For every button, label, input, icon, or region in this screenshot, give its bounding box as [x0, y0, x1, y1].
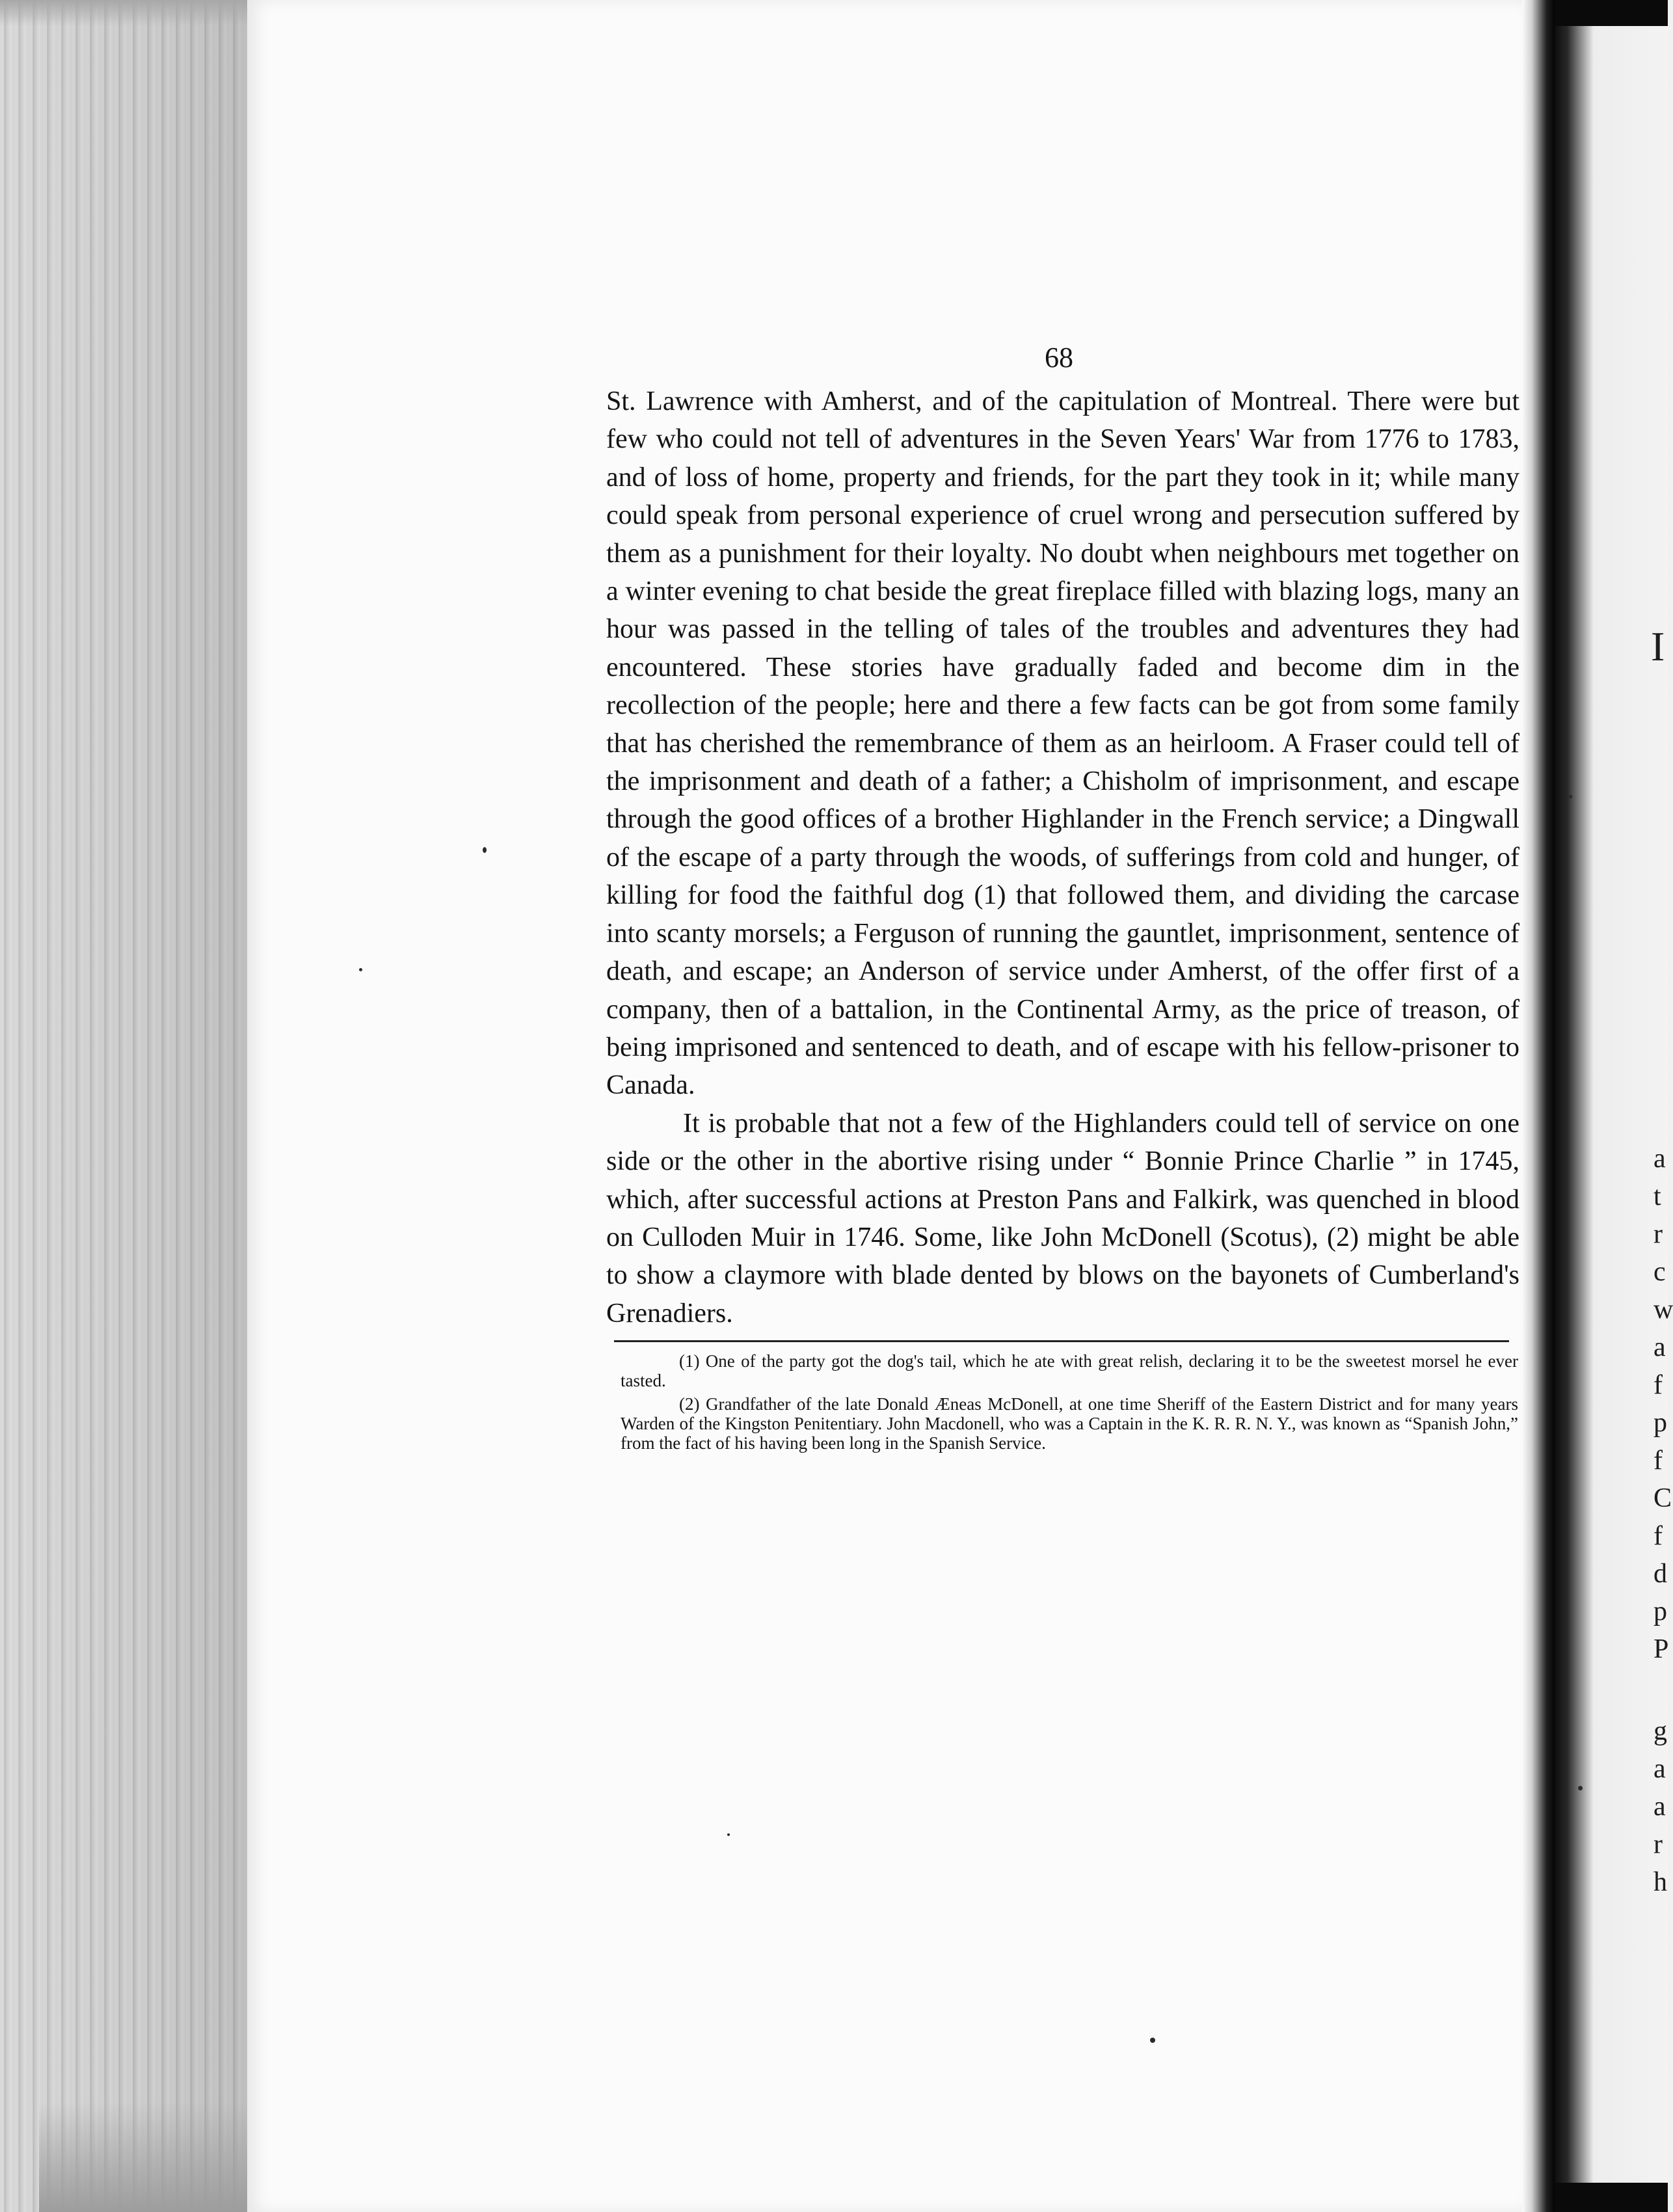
next-page-edge: [1555, 0, 1673, 2212]
next-page-letter: f: [1653, 1446, 1663, 1476]
next-page-initial: I: [1651, 623, 1665, 669]
next-page-letter: c: [1653, 1257, 1666, 1287]
next-page-top-shadow: [1555, 0, 1668, 26]
next-page-letter: P: [1653, 1634, 1669, 1664]
page-number: 68: [1045, 342, 1073, 373]
next-page-letter: a: [1653, 1144, 1666, 1174]
next-page-letter: C: [1653, 1483, 1672, 1513]
next-page-bottom-shadow: [1555, 2183, 1668, 2212]
next-page-letter: t: [1653, 1181, 1661, 1211]
book-gutter: [1522, 0, 1555, 2212]
next-page-letter: f: [1653, 1521, 1663, 1551]
body-paragraph: It is probable that not a few of the Highlanders could tell of service on one side or the other in the abortive rising under “ Bonnie Prince Charlie ” in 1745, which, after successful actions at Preston Pans and Falkirk, was quenched in blood on Culloden Muir in 1746. Some, like John McDonell (Scotus), (2) might be able to show a claymore with blade dented by blows on the bayonets of Cumberland's Grenadiers.: [606, 1108, 1519, 1329]
next-page-letter: h: [1653, 1867, 1667, 1897]
next-page-letter: a: [1653, 1754, 1666, 1784]
scan-speck: [483, 847, 487, 853]
body-paragraph: St. Lawrence with Amherst, and of the capitulation of Montreal. There were but few who could not tell of adventures in the Seven Years' War from 1776 to 1783, and of loss of home, property and friends, for the part they took in it; while many could speak from personal experience of cruel wrong and persecution suffered by them as a punishment for their loyalty. No doubt when neighbours met together on a winter evening to chat beside the great fireplace filled with blazing logs, many an hour was passed in the telling of tales of the troubles and adventures they had encountered. These stories have gradually faded and become dim in the recollection of the people; here and there a few facts can be got from some family that has cherished the remembrance of them as an heirloom. A Fraser could tell of the imprisonment and death of a father; a Chisholm of imprisonment, and escape through the good offices of a brother Highlander in the French service; a Dingwall of the escape of a party through the woods, of sufferings from cold and hunger, of killing for food the faithful dog (1) that followed them, and dividing the carcase into scanty morsels; a Ferguson of running the gauntlet, imprisonment, sentence of death, and escape; an Anderson of service under Amherst, of the offer first of a company, then of a battalion, in the Continental Army, as the price of treason, of being imprisoned and sentenced to death, and of escape with his fellow-prisoner to Canada.: [606, 386, 1519, 1101]
next-page-letter: f: [1653, 1370, 1663, 1400]
next-page-letter: p: [1653, 1408, 1667, 1438]
footnote-rule: [614, 1340, 1509, 1342]
next-page-letter: p: [1653, 1597, 1667, 1626]
scan-speck: [727, 1833, 730, 1836]
scan-speck: [1578, 1786, 1583, 1790]
footnote: (2) Grandfather of the late Donald Æneas McDonell, at one time Sheriff of the Eastern District and for many years Warden of the Kingston Penitentiary. John Macdonell, who was a Captain in the K. R. R. N. Y., was known as “Spanish John,” from the fact of his having been long in the Spanish Service.: [621, 1394, 1518, 1453]
footnote: (1) One of the party got the dog's tail, which he ate with great relish, declaring it to be the sweetest morsel he ever tasted.: [621, 1351, 1518, 1391]
next-page-letter: r: [1653, 1829, 1663, 1859]
page-stack-shade: [0, 0, 247, 2212]
scan-speck: [359, 968, 362, 971]
page-text-block: [606, 338, 1517, 1457]
page-stack-bottom-shadow: [39, 2101, 247, 2212]
next-page-letter: d: [1653, 1559, 1667, 1589]
next-page-letter: a: [1653, 1332, 1666, 1362]
next-page-letter: r: [1653, 1219, 1663, 1249]
next-page-letter: g: [1653, 1716, 1667, 1746]
next-page-letter: a: [1653, 1792, 1666, 1822]
next-page-letter: w: [1653, 1295, 1673, 1325]
scan-speck: [1150, 2038, 1155, 2043]
page-stack-top-shadow: [0, 0, 247, 26]
scan-speck: [1569, 795, 1572, 798]
